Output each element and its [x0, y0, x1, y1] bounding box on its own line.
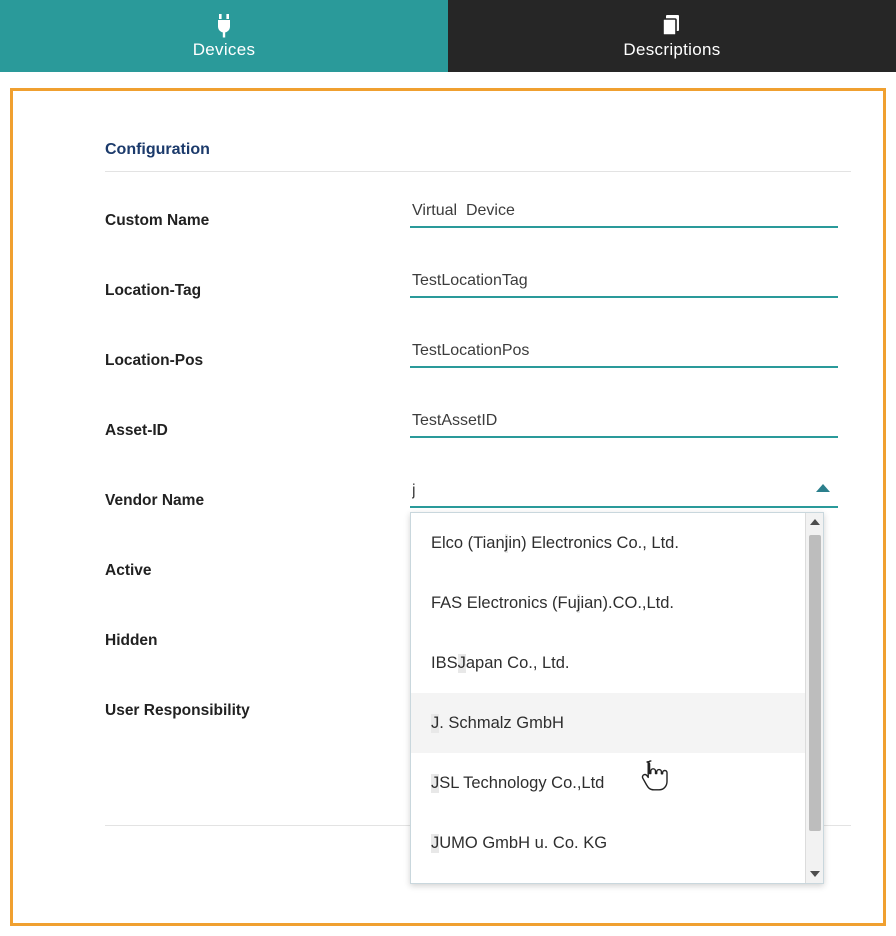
option-text-post: in) Electronics Co., Ltd.: [508, 533, 679, 552]
form-row-location-pos: [33, 338, 867, 408]
location-tag-input[interactable]: [410, 268, 838, 298]
page-title: Configuration: [105, 141, 210, 158]
label-custom-name: Custom Name: [105, 212, 210, 229]
vendor-name-combobox-input[interactable]: [410, 478, 838, 508]
label-hidden: Hidden: [105, 632, 158, 649]
field-location-tag: [410, 268, 838, 298]
option-text-post: ian).CO.,Ltd.: [580, 593, 675, 612]
vendor-name-dropdown: [410, 512, 824, 884]
label-location-pos: Location-Pos: [105, 352, 204, 369]
list-item[interactable]: [411, 633, 805, 693]
asset-id-input[interactable]: [410, 408, 838, 438]
option-text-post: apan Co., Ltd.: [465, 653, 570, 672]
list-item[interactable]: [411, 753, 805, 813]
label-user-responsibility: User Responsibility: [105, 702, 250, 719]
form-row-asset-id: [33, 408, 867, 478]
option-text-post: UMO GmbH u. Co. KG: [439, 833, 608, 852]
top-tab-bar: [0, 0, 896, 72]
label-location-tag: Location-Tag: [105, 282, 202, 299]
option-text-match: J: [457, 653, 466, 672]
list-item-selected[interactable]: [411, 693, 805, 753]
plug-icon: [215, 12, 233, 38]
chevron-up-icon[interactable]: [816, 484, 830, 492]
vendor-name-option-list: [411, 513, 805, 883]
scrollbar-thumb[interactable]: [809, 535, 821, 831]
option-text-match: J: [431, 773, 440, 792]
documents-icon: [661, 12, 683, 38]
configuration-form: [33, 172, 867, 852]
option-text-post: . Schmalz GmbH: [439, 713, 564, 732]
label-vendor-name: Vendor Name: [105, 492, 205, 509]
location-pos-input[interactable]: [410, 338, 838, 368]
field-vendor-name: [410, 478, 838, 852]
label-asset-id: Asset-ID: [105, 422, 168, 439]
configuration-panel: [33, 103, 867, 923]
option-text-post: SL Technology Co.,Ltd: [439, 773, 605, 792]
scroll-up-icon[interactable]: [806, 513, 824, 531]
tab-descriptions[interactable]: [448, 0, 896, 72]
configuration-panel-highlight: [10, 88, 886, 926]
label-active: Active: [105, 562, 152, 579]
dropdown-scrollbar[interactable]: [805, 513, 823, 883]
option-text-pre: FAS Electronics (Fu: [431, 593, 577, 612]
option-text-pre: IBS: [431, 653, 458, 672]
field-location-pos: [410, 338, 838, 368]
field-custom-name: [410, 198, 838, 228]
field-asset-id: [410, 408, 838, 438]
option-text-match: J: [431, 833, 440, 852]
custom-name-input[interactable]: [410, 198, 838, 228]
tab-devices[interactable]: [0, 0, 448, 72]
list-item[interactable]: [411, 813, 805, 873]
tab-descriptions-label: Descriptions: [623, 40, 721, 59]
form-row-custom-name: [33, 198, 867, 268]
form-row-location-tag: [33, 268, 867, 338]
option-text-match: j: [576, 593, 581, 612]
option-text-pre: Elco (Tian: [431, 533, 505, 552]
option-text-match: J: [431, 713, 440, 732]
option-text-match: j: [504, 533, 509, 552]
list-item[interactable]: [411, 513, 805, 573]
list-item[interactable]: [411, 573, 805, 633]
tab-devices-label: Devices: [192, 40, 256, 59]
scroll-down-icon[interactable]: [806, 865, 824, 883]
